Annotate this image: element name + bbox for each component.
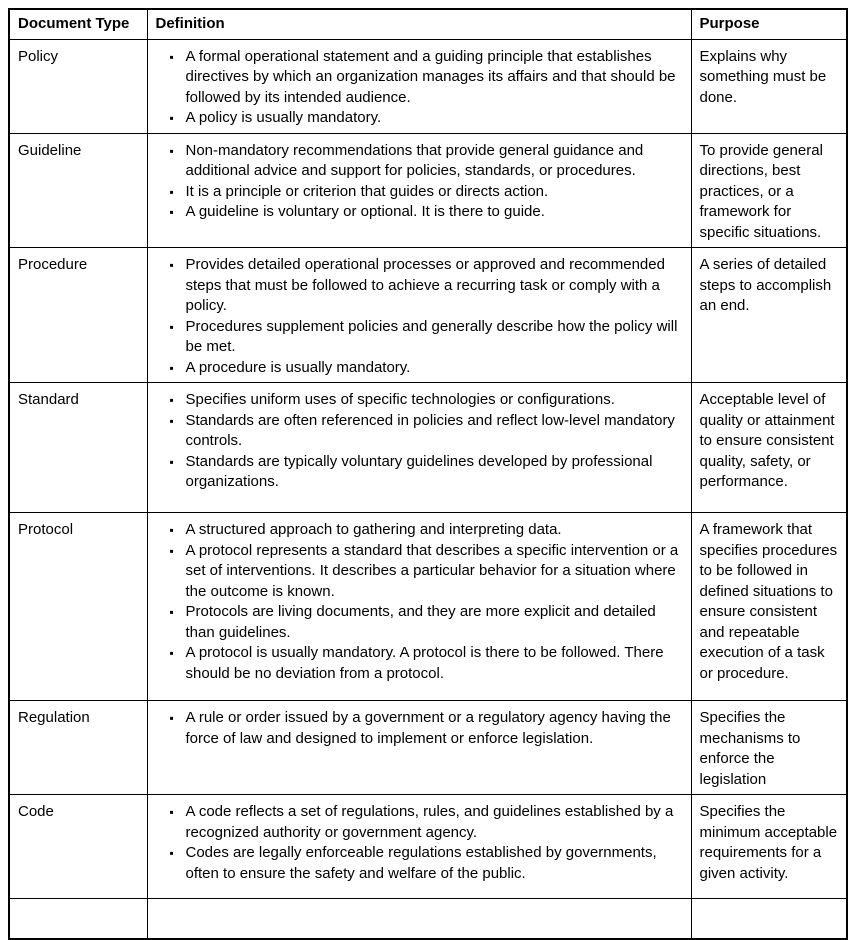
square-bullet-icon: ▪ [169,646,174,660]
definition-bullet-item [148,802,683,843]
definition-text: Standards are typically voluntary guidelines developed by professional organizations. [185,452,653,490]
square-bullet-icon: ▪ [169,543,174,558]
definition-text: Standards are often referenced in policies and reflect low-level mandatory controls. [185,411,675,449]
header-definition: Definition [147,9,691,39]
square-bullet-icon: ▪ [169,205,174,219]
definition-bullet-item [148,47,683,109]
definition-text: A protocol is usually mandatory. A protocol is there to be followed. There should be no deviation from a protocol. [185,644,664,682]
empty-cell [147,899,691,939]
square-bullet-icon: ▪ [169,711,174,725]
definition-bullet-list [148,520,683,684]
purpose-cell: Explains why something must be done. [691,39,847,133]
square-bullet-icon: ▪ [169,413,174,428]
definition-cell [147,133,691,248]
table-row [9,513,847,701]
definition-bullet-item [148,317,683,358]
definition-bullet-list [148,802,683,884]
definition-text: A rule or order issued by a government or a regulatory agency having the force of law and designed to implement or enforce legislation. [185,709,671,747]
definition-text: A formal operational statement and a guiding principle that establishes directives by which an organization manages its affairs and that should be followed by its intended audience. [185,47,676,106]
square-bullet-icon: ▪ [169,454,174,469]
definition-bullet-item [148,141,683,182]
definition-bullet-item [148,602,683,643]
document-type-cell: Protocol [9,513,147,701]
definition-bullet-list [148,141,683,223]
definition-text: A protocol represents a standard that describes a specific intervention or a set of interventions. It describes a particular behavior for a situation where the outcome is known. [185,541,679,600]
document-type-cell: Regulation [9,701,147,795]
square-bullet-icon: ▪ [169,49,174,64]
empty-cell [9,899,147,939]
definition-bullet-item [148,255,683,317]
square-bullet-icon: ▪ [169,111,174,125]
table-row [9,383,847,513]
square-bullet-icon: ▪ [169,805,174,819]
square-bullet-icon: ▪ [169,393,174,407]
purpose-cell: A framework that specifies procedures to be followed in defined situations to ensure consistent and repeatable execution of a task or procedure. [691,513,847,701]
definition-cell [147,39,691,133]
definition-bullet-item [148,843,683,884]
definition-text: Codes are legally enforceable regulations established by governments, often to ensure the safety and welfare of the public. [185,844,657,882]
document-type-cell: Procedure [9,248,147,383]
definition-bullet-list [148,255,683,378]
square-bullet-icon: ▪ [169,605,174,619]
document-type-cell: Policy [9,39,147,133]
definition-bullet-item [148,708,683,749]
purpose-cell: Acceptable level of quality or attainment to ensure consistent quality, safety, or performance. [691,383,847,513]
definition-bullet-item [148,411,683,452]
table-row [9,248,847,383]
document-type-cell: Code [9,795,147,899]
document-type-cell: Standard [9,383,147,513]
definition-bullet-item [148,358,683,379]
purpose-cell: A series of detailed steps to accomplish an end. [691,248,847,383]
table-row [9,133,847,248]
table-row [9,39,847,133]
definition-bullet-item [148,390,683,411]
definition-text: Provides detailed operational processes or approved and recommended steps that must be followed to achieve a recurring task or comply with a policy. [185,256,665,314]
table-body [9,39,847,939]
definition-bullet-item [148,182,683,203]
definition-text: A code reflects a set of regulations, rules, and guidelines established by a recognized authority or government agency. [185,803,674,841]
square-bullet-icon: ▪ [169,523,174,537]
definition-cell [147,701,691,795]
partial-row [9,899,847,939]
purpose-cell: Specifies the minimum acceptable requirements for a given activity. [691,795,847,899]
definition-cell [147,513,691,701]
square-bullet-icon: ▪ [169,319,174,334]
table-row [9,701,847,795]
definition-text: A structured approach to gathering and interpreting data. [185,521,562,538]
purpose-cell: Specifies the mechanisms to enforce the legislation [691,701,847,795]
definition-text: Specifies uniform uses of specific technologies or configurations. [185,391,615,408]
definition-bullet-item [148,520,683,541]
square-bullet-icon: ▪ [169,184,174,199]
definition-bullet-list [148,390,683,493]
definition-text: Procedures supplement policies and generally describe how the policy will be met. [185,317,678,355]
definition-cell [147,248,691,383]
header-document-type: Document Type [9,9,147,39]
definition-text: Protocols are living documents, and they are more explicit and detailed than guidelines. [185,603,656,641]
definition-cell [147,795,691,899]
definition-bullet-item [148,541,683,603]
document-types-table [8,8,848,940]
definition-bullet-item [148,108,683,129]
document-type-cell: Guideline [9,133,147,248]
definition-text: A guideline is voluntary or optional. It is there to guide. [185,203,545,220]
empty-cell [691,899,847,939]
definition-cell [147,383,691,513]
definition-text: Non-mandatory recommendations that provide general guidance and additional advice and support for policies, standards, or procedures. [185,141,644,179]
purpose-cell: To provide general directions, best practices, or a framework for specific situations. [691,133,847,248]
definition-bullet-item [148,643,683,684]
definition-bullet-list [148,708,683,749]
definition-bullet-item [148,452,683,493]
square-bullet-icon: ▪ [169,143,174,158]
definition-text: A policy is usually mandatory. [185,109,382,126]
definition-bullet-list [148,47,683,129]
definition-bullet-item [148,202,683,223]
header-row [9,9,847,39]
definition-text: A procedure is usually mandatory. [185,358,411,376]
square-bullet-icon: ▪ [169,846,174,860]
table-row [9,795,847,899]
header-purpose: Purpose [691,9,847,39]
square-bullet-icon: ▪ [169,360,174,375]
square-bullet-icon: ▪ [169,258,174,272]
definition-text: It is a principle or criterion that guides or directs action. [185,182,549,200]
